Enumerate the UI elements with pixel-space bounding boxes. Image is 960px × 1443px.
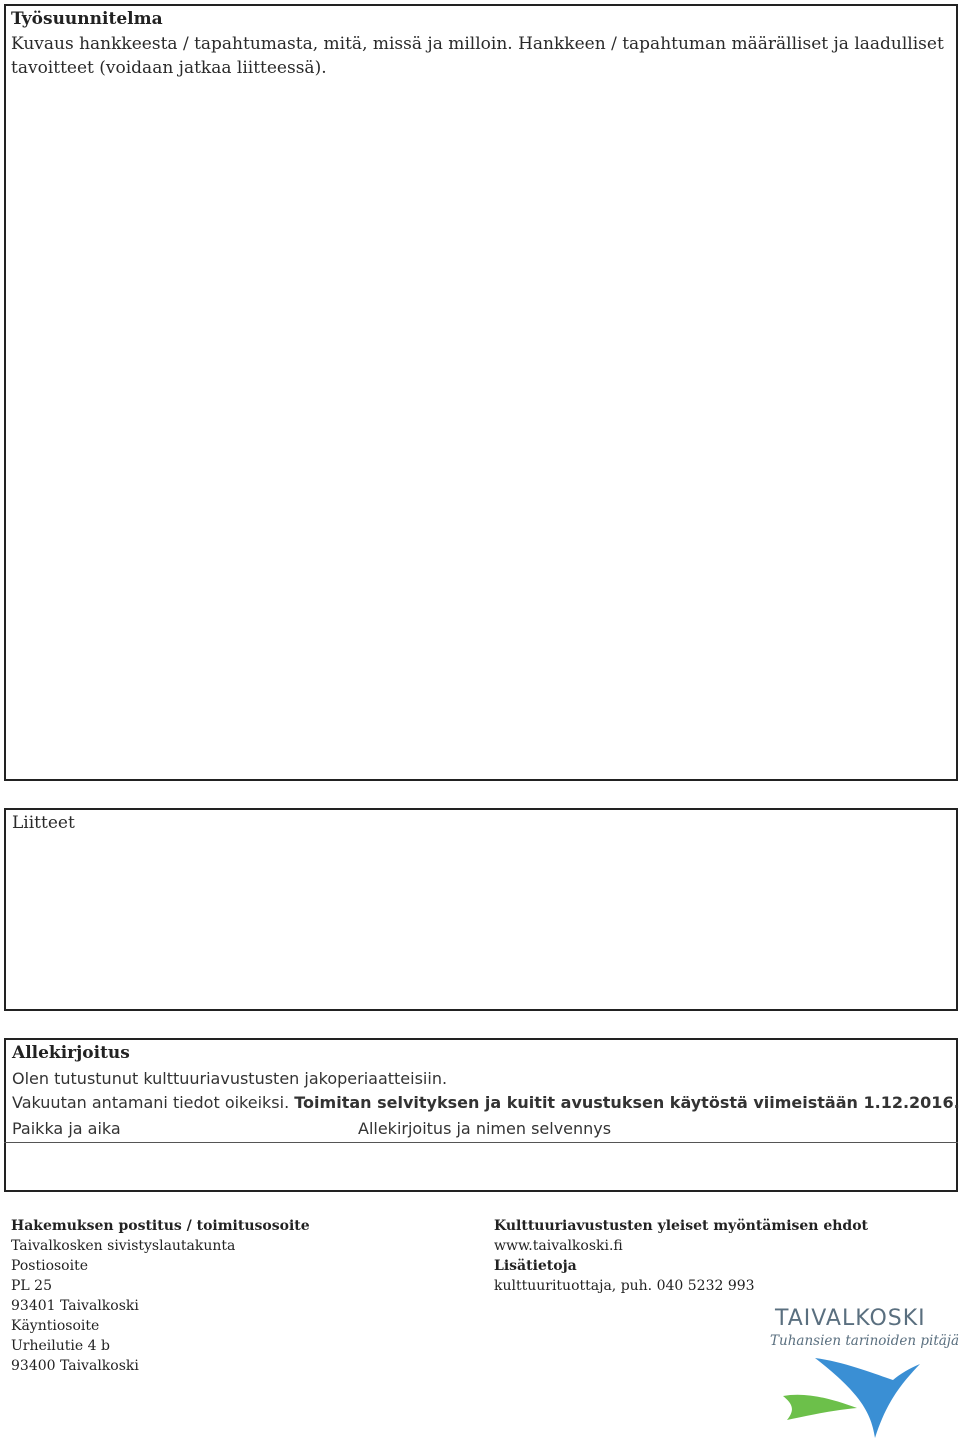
signature-divider — [4, 1142, 958, 1143]
attachments-heading: Liitteet — [12, 813, 75, 833]
workplan-box[interactable] — [4, 4, 958, 781]
logo-green-shape — [783, 1395, 857, 1420]
address-line: Käyntiosoite — [11, 1318, 100, 1334]
website-link[interactable]: www.taivalkoski.fi — [494, 1238, 623, 1254]
signature-name-label: Allekirjoitus ja nimen selvennys — [358, 1119, 612, 1138]
address-line: Taivalkosken sivistyslautakunta — [11, 1238, 236, 1254]
address-line: Urheilutie 4 b — [11, 1338, 110, 1354]
grant-conditions-heading: Kulttuuriavustusten yleiset myöntämisen ehdot — [494, 1218, 869, 1234]
workplan-heading: Työsuunnitelma — [11, 9, 163, 29]
address-line: Postiosoite — [11, 1258, 88, 1274]
logo-fish-tail-icon — [775, 1352, 945, 1442]
address-line: PL 25 — [11, 1278, 52, 1294]
contact-line: kulttuurituottaja, puh. 040 5232 993 — [494, 1278, 755, 1294]
signature-field[interactable] — [350, 1144, 956, 1190]
workplan-description-line1: Kuvaus hankkeesta / tapahtumasta, mitä, missä ja milloin. Hankkeen / tapahtuman määrälliset ja laadulliset — [11, 34, 944, 54]
place-and-date-label: Paikka ja aika — [12, 1119, 121, 1138]
signature-confirm-line — [12, 1093, 960, 1112]
place-and-date-field[interactable] — [6, 1144, 346, 1190]
attachments-box[interactable] — [4, 808, 958, 1011]
logo-blue-shape — [815, 1358, 920, 1438]
signature-terms-line: Olen tutustunut kulttuuriavustusten jakoperiaatteisiin. — [12, 1069, 448, 1088]
signature-confirm-text: Vakuutan antamani tiedot oikeiksi. — [12, 1093, 290, 1112]
workplan-description-line2: tavoitteet (voidaan jatkaa liitteessä). — [11, 58, 327, 78]
more-info-heading: Lisätietoja — [494, 1258, 577, 1274]
signature-heading: Allekirjoitus — [12, 1043, 130, 1063]
logo-slogan: Tuhansien tarinoiden pitäjä — [770, 1333, 960, 1349]
signature-deadline-text: Toimitan selvityksen ja kuitit avustuksen käytöstä viimeistään 1.12.2016. — [294, 1093, 960, 1112]
address-line: 93400 Taivalkoski — [11, 1358, 139, 1374]
mailing-address-heading: Hakemuksen postitus / toimitusosoite — [11, 1218, 310, 1234]
address-line: 93401 Taivalkoski — [11, 1298, 139, 1314]
logo-wordmark: TAIVALKOSKI — [775, 1306, 926, 1331]
